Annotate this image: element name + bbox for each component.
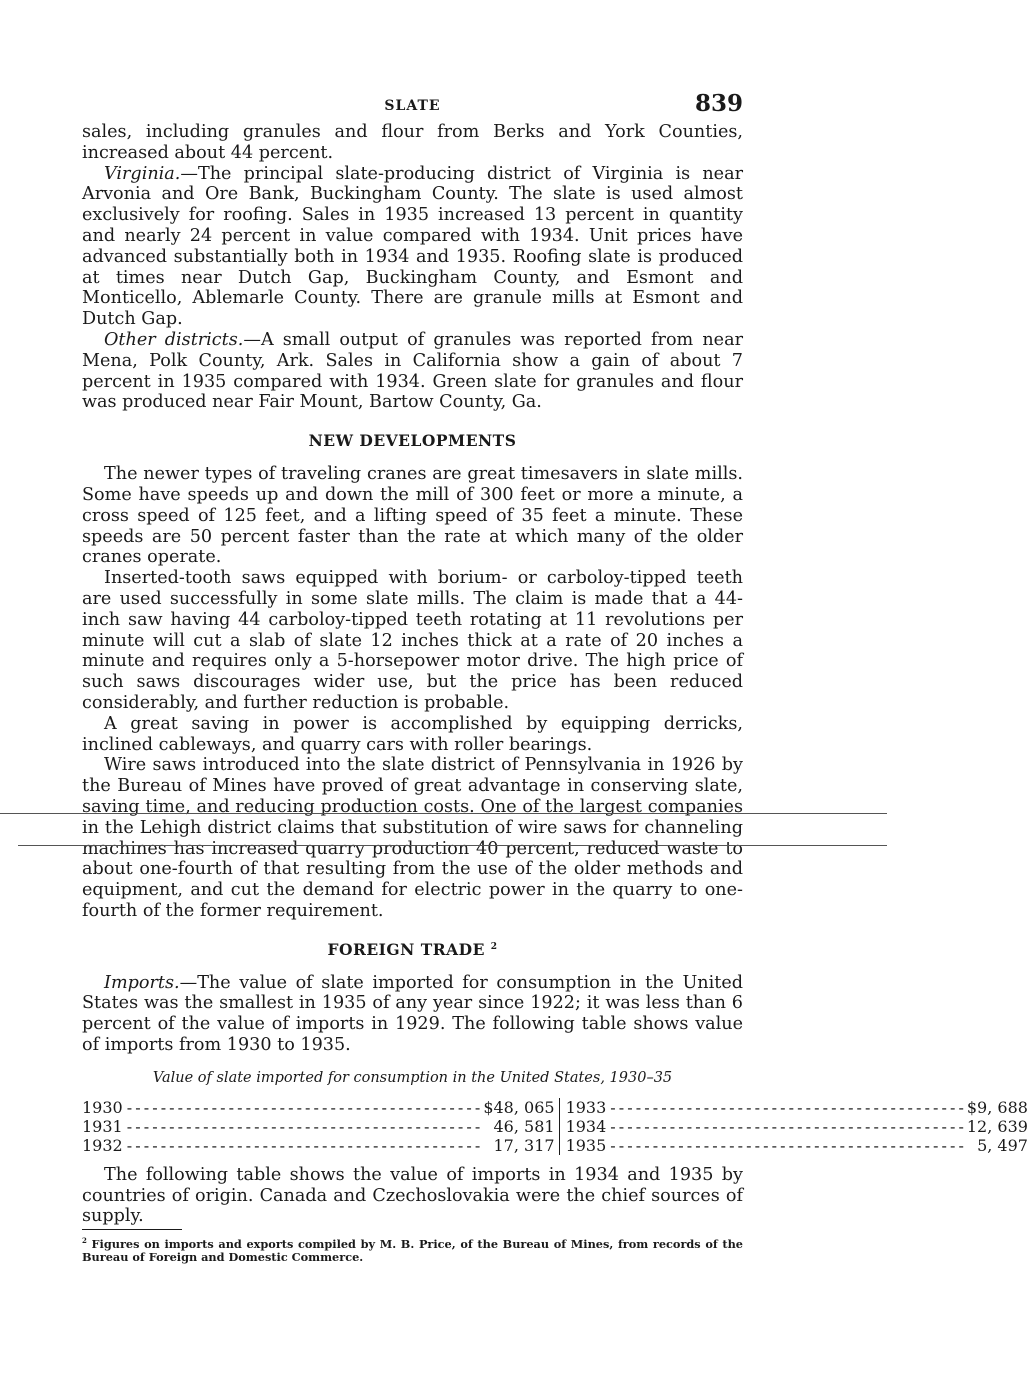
dot-leader [610, 1098, 963, 1117]
footnote-rule [82, 1229, 182, 1230]
table-year: 1932 [82, 1135, 123, 1155]
continuation-paragraph: sales, including granules and flour from Berks and York Counties, increased about 44 percent. [82, 122, 743, 163]
virginia-paragraph [82, 164, 743, 330]
imports-paragraph [82, 973, 743, 1056]
dot-leader [127, 1117, 490, 1136]
table-row [82, 1117, 555, 1136]
table-year: 1931 [82, 1116, 123, 1136]
other-districts-text: —A small output of granules was reported from near Mena, Polk County, Ark. Sales in California show a gain of about 7 percent in 1935 compared with 1934. Green slate for granules and flour was produced near Fair Mount, Bartow County, Ga. [82, 329, 743, 413]
other-districts-paragraph [82, 330, 743, 413]
footnote-marker: 2 [82, 1236, 87, 1246]
footnote [82, 1234, 743, 1264]
imports-text: —The value of slate imported for consumption in the United States was the smallest in 1935 of any year since 1922; it was less than 6 percent of the value of imports in 1929. The following table shows value of imports from 1930 to 1935. [82, 972, 743, 1056]
table-value: 5, 497 [977, 1135, 1028, 1155]
imports-table [82, 1097, 1028, 1155]
other-districts-run-in-heading: Other districts. [104, 329, 244, 350]
table-year: 1930 [82, 1097, 123, 1117]
imports-run-in-heading: Imports. [104, 972, 180, 993]
footnote-text: Figures on imports and exports compiled by M. B. Price, of the Bureau of Mines, from records of the Bureau of Foreign and Domestic Commerce. [82, 1237, 743, 1265]
table-year: 1935 [565, 1135, 607, 1155]
developments-paragraph-wire-saws: Wire saws introduced into the slate district of Pennsylvania in 1926 by the Bureau of Mines have proved of great advantage in conserving slate, saving time, and reducing production costs. One of the largest companies in the Lehigh district claims that substitution of wire saws for channeling machines has increased quarry production 40 percent, reduced waste to about one-fourth of that resulting from the use of the older methods and equipment, and cut the demand for electric power in the quarry to one-fourth of the former requirement. [82, 755, 743, 921]
running-head [82, 90, 743, 122]
after-table-paragraph: The following table shows the value of imports in 1934 and 1935 by countries of origin. Canada and Czechoslovakia were the chief sources of supply. [82, 1164, 743, 1227]
table-row [82, 1098, 555, 1117]
scan-artifact-line [18, 845, 887, 846]
table-row [566, 1117, 1028, 1136]
scan-artifact-line [0, 813, 887, 814]
table-value: 12, 639 [966, 1116, 1028, 1136]
table-value: 46, 581 [493, 1116, 555, 1136]
table-row [566, 1098, 1028, 1117]
virginia-run-in-heading: Virginia. [104, 163, 181, 184]
document-page [82, 90, 1028, 1265]
table-value: $9, 688 [966, 1097, 1028, 1117]
footnote-reference: 2 [490, 941, 498, 952]
developments-paragraph-cranes: The newer types of traveling cranes are great timesavers in slate mills. Some have speeds up and down the mill of 300 feet or more a minute, a cross speed of 125 feet, and a lifting speed of 35 feet a minute. These speeds are 50 percent faster than the rate at which many of the older cranes operate. [82, 464, 743, 568]
table-year: 1933 [565, 1097, 607, 1117]
developments-paragraph-saws: Inserted-tooth saws equipped with borium- or carboloy-tipped teeth are used successfully in some slate mills. The claim is made that a 44-inch saw having 44 carboloy-tipped teeth rotating at 11 revolutions per minute will cut a slab of slate 12 inches thick at a rate of 20 inches a minute and requires only a 5-horsepower motor drive. The high price of such saws discourages wider use, but the price has been reduced considerably, and further reduction is probable. [82, 568, 743, 713]
foreign-trade-heading [82, 940, 743, 959]
dot-leader [610, 1136, 973, 1155]
dot-leader [127, 1098, 480, 1117]
table-right-column [560, 1098, 1028, 1155]
new-developments-heading: NEW DEVELOPMENTS [308, 431, 517, 451]
table-left-column [82, 1098, 560, 1155]
virginia-text: —The principal slate-producing district of Virginia is near Arvonia and Ore Bank, Buckingham County. The slate is used almost exclusively for roofing. Sales in 1935 increased 13 percent in quantity and nearly 24 percent in value compared with 1934. Unit prices have advanced substantially both in 1934 and 1935. Roofing slate is produced at times near Dutch Gap, Buckingham County, and Esmont and Monticello, Ablemarle County. There are granule mills at Esmont and Dutch Gap. [82, 163, 743, 330]
running-title: SLATE [384, 98, 441, 114]
table-row [82, 1136, 555, 1155]
table-row [566, 1136, 1028, 1155]
dot-leader [127, 1136, 490, 1155]
developments-paragraph-power: A great saving in power is accomplished by equipping derricks, inclined cableways, and quarry cars with roller bearings. [82, 713, 743, 755]
table-value: 17, 317 [493, 1135, 555, 1155]
table-caption: Value of slate imported for consumption in the United States, 1930–35 [152, 1069, 673, 1086]
page-number: 839 [694, 90, 743, 117]
dot-leader [610, 1117, 963, 1136]
table-year: 1934 [565, 1116, 607, 1136]
foreign-trade-heading-text: FOREIGN TRADE [327, 939, 485, 959]
table-value: $48, 065 [483, 1097, 555, 1117]
